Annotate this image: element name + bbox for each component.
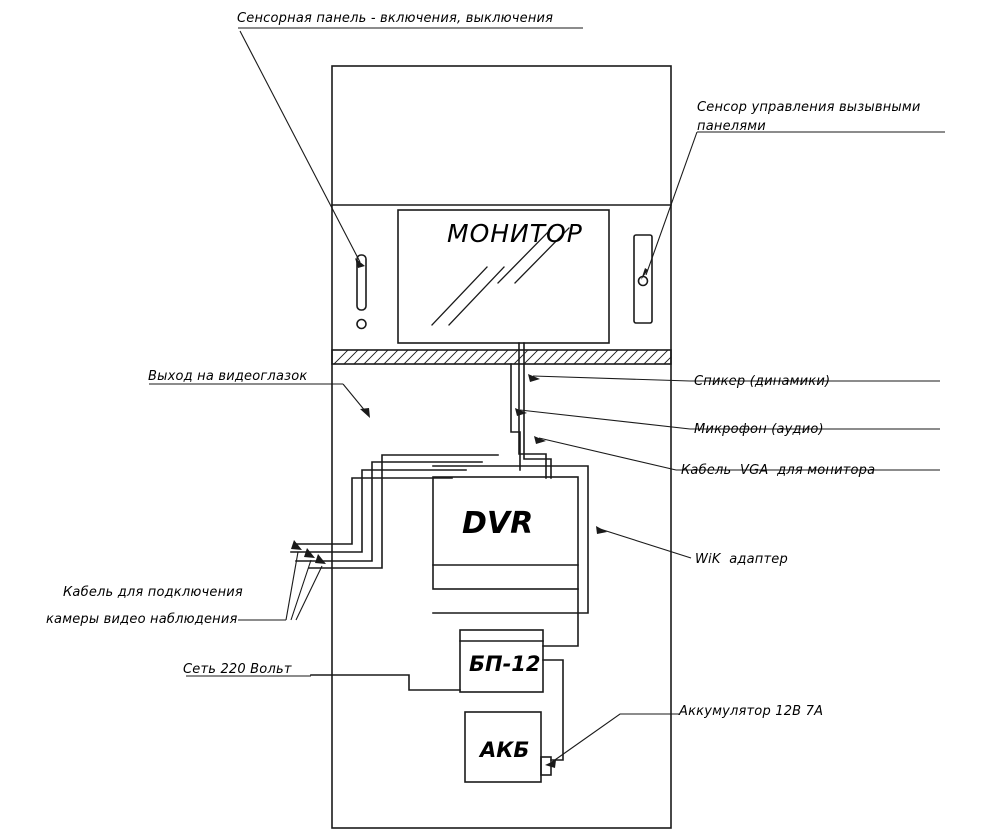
camera-cable-2 bbox=[291, 470, 466, 552]
leader-camera-cable-a bbox=[286, 552, 298, 620]
dvr-label: DVR bbox=[462, 506, 534, 541]
callout-video-eye-output: Выход на видеоглазок bbox=[148, 369, 308, 384]
arrow-wik bbox=[596, 526, 607, 534]
arrow-video-eye bbox=[360, 408, 370, 418]
leader-camera-cable-b bbox=[291, 560, 311, 620]
callout-call-panel-sensor-line2: панелями bbox=[697, 119, 766, 134]
arrow-speaker bbox=[528, 374, 540, 382]
monitor-glare-1 bbox=[432, 267, 487, 325]
camera-cable-1 bbox=[296, 478, 452, 544]
callout-camera-cable-line2: камеры видео наблюдения bbox=[46, 612, 238, 627]
monitor-glare-2 bbox=[449, 267, 504, 325]
battery-label: АКБ bbox=[480, 738, 530, 762]
leader-wik bbox=[600, 529, 691, 558]
dvr-psu-wire bbox=[543, 589, 578, 646]
psu-battery-wire bbox=[543, 660, 563, 760]
arrow-camera-3 bbox=[315, 554, 326, 564]
arrow-camera-1 bbox=[291, 540, 302, 550]
callout-speaker: Спикер (динамики) bbox=[694, 374, 831, 389]
callout-mains-220v: Сеть 220 Вольт bbox=[183, 662, 292, 677]
leader-speaker bbox=[533, 376, 690, 381]
callout-call-panel-sensor-line1: Сенсор управления вызывными bbox=[697, 100, 921, 115]
callout-microphone: Микрофон (аудио) bbox=[694, 422, 824, 437]
touch-sensor-led bbox=[357, 320, 366, 329]
callout-touch-panel: Сенсорная панель - включения, выключения bbox=[237, 11, 554, 26]
leader-video-eye-arrow bbox=[343, 384, 366, 412]
arrow-camera-2 bbox=[304, 548, 315, 558]
leader-microphone bbox=[520, 410, 690, 429]
speaker-grille-hatch bbox=[334, 350, 671, 364]
psu-label: БП-12 bbox=[469, 652, 541, 676]
callout-camera-cable-line1: Кабель для подключения bbox=[63, 585, 243, 600]
arrow-vga bbox=[534, 436, 546, 444]
call-panel-sensor-strip bbox=[634, 235, 652, 323]
call-panel-sensor-led bbox=[639, 277, 648, 286]
mains-cable-path bbox=[311, 675, 460, 690]
leader-battery bbox=[552, 714, 679, 762]
callout-battery-spec: Аккумулятор 12В 7А bbox=[679, 704, 824, 719]
monitor-label: МОНИТОР bbox=[447, 219, 583, 248]
callout-wik-adapter: WiK адаптер bbox=[695, 552, 788, 567]
arrow-microphone bbox=[515, 408, 527, 416]
callout-vga-cable: Кабель VGA для монитора bbox=[681, 463, 876, 478]
